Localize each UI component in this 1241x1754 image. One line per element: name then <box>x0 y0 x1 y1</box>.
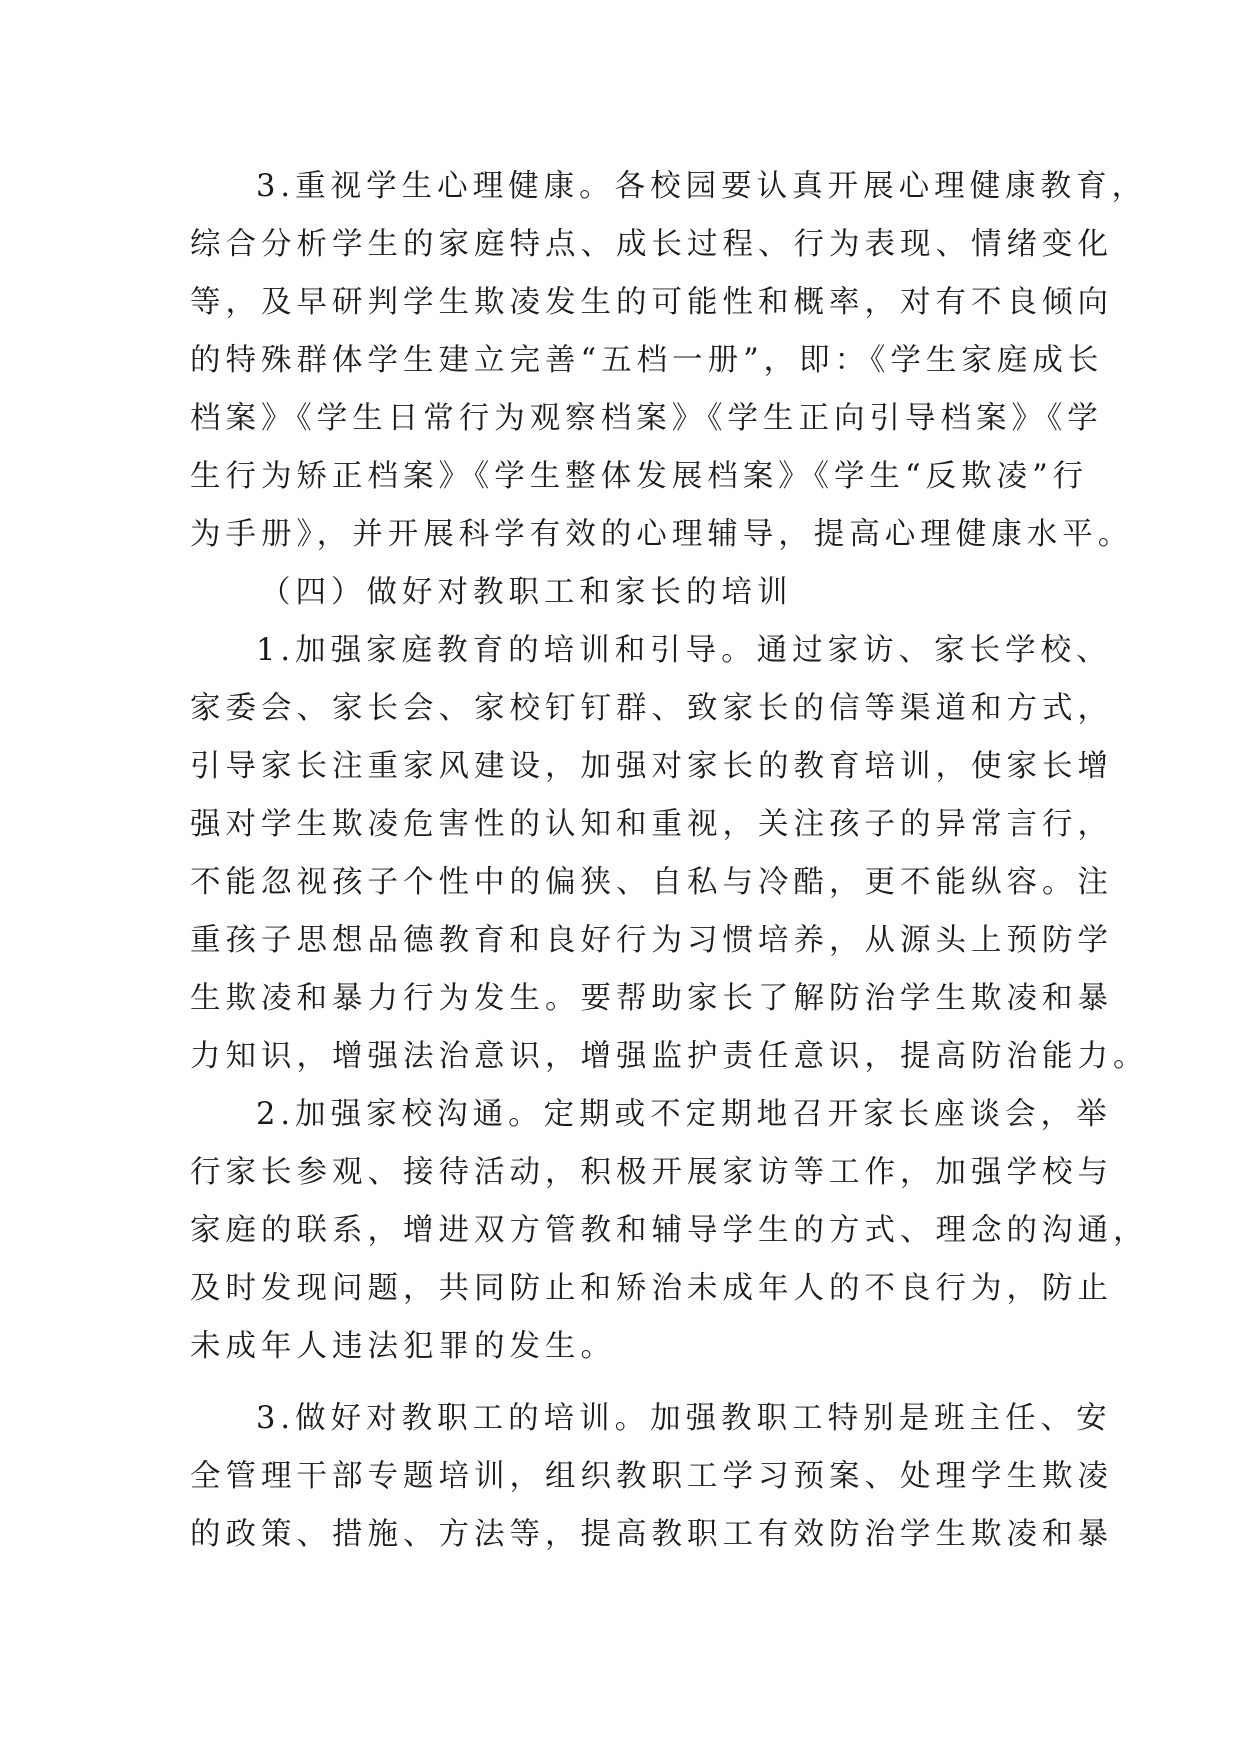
text-line: 为手册》，并开展科学有效的心理辅导，提高心理健康水平。 <box>190 517 1134 552</box>
paragraph-family-education <box>190 622 1149 1086</box>
text-line: 强对学生欺凌危害性的认知和重视，关注孩子的异常言行， <box>190 807 1113 842</box>
text-line: 力知识，增强法治意识，增强监护责任意识，提高防治能力。 <box>190 1039 1149 1074</box>
text-line: 家委会、家长会、家校钉钉群、致家长的信等渠道和方式， <box>190 691 1113 726</box>
text-line: 不能忽视孩子个性中的偏狭、自私与冷酷，更不能纵容。注 <box>190 865 1113 900</box>
text-line: 家庭的联系，增进双方管教和辅导学生的方式、理念的沟通， <box>190 1213 1149 1248</box>
text-line: 档案》《学生日常行为观察档案》《学生正向引导档案》《学 <box>190 401 1103 436</box>
text-line: 2.加强家校沟通。定期或不定期地召开家长座谈会，举 <box>256 1097 1112 1132</box>
paragraph-home-school-communication <box>190 1086 1149 1376</box>
text-line: 全管理干部专题培训，组织教职工学习预案、处理学生欺凌 <box>190 1459 1113 1494</box>
text-line: 3.重视学生心理健康。各校园要认真开展心理健康教育， <box>256 169 1148 204</box>
text-line: 等，及早研判学生欺凌发生的可能性和概率，对有不良倾向 <box>190 285 1113 320</box>
paragraph-mental-health <box>190 158 1148 564</box>
text-line: 的特殊群体学生建立完善“五档一册”，即：《学生家庭成长 <box>190 343 1104 378</box>
paragraph-gap <box>190 1376 1050 1390</box>
text-line: 3.做好对教职工的培训。加强教职工特别是班主任、安 <box>256 1401 1112 1436</box>
text-line: 未成年人违法犯罪的发生。 <box>190 1329 616 1364</box>
text-line: 综合分析学生的家庭特点、成长过程、行为表现、情绪变化 <box>190 227 1113 262</box>
text-line: 行家长参观、接待活动，积极开展家访等工作，加强学校与 <box>190 1155 1113 1190</box>
text-line: 引导家长注重家风建设，加强对家长的教育培训，使家长增 <box>190 749 1113 784</box>
text-line: 重孩子思想品德教育和良好行为习惯培养，从源头上预防学 <box>190 923 1113 958</box>
document-body <box>190 158 1149 1564</box>
section-heading: （四）做好对教职工和家长的培训 <box>260 575 793 610</box>
paragraph-staff-training <box>190 1390 1113 1564</box>
text-line: 生欺凌和暴力行为发生。要帮助家长了解防治学生欺凌和暴 <box>190 981 1113 1016</box>
text-line: 的政策、措施、方法等，提高教职工有效防治学生欺凌和暴 <box>190 1517 1113 1552</box>
text-line: 生行为矫正档案》《学生整体发展档案》《学生“反欺凌”行 <box>190 459 1089 494</box>
text-line: 1.加强家庭教育的培训和引导。通过家访、家长学校、 <box>256 633 1112 668</box>
text-line: 及时发现问题，共同防止和矫治未成年人的不良行为，防止 <box>190 1271 1113 1306</box>
